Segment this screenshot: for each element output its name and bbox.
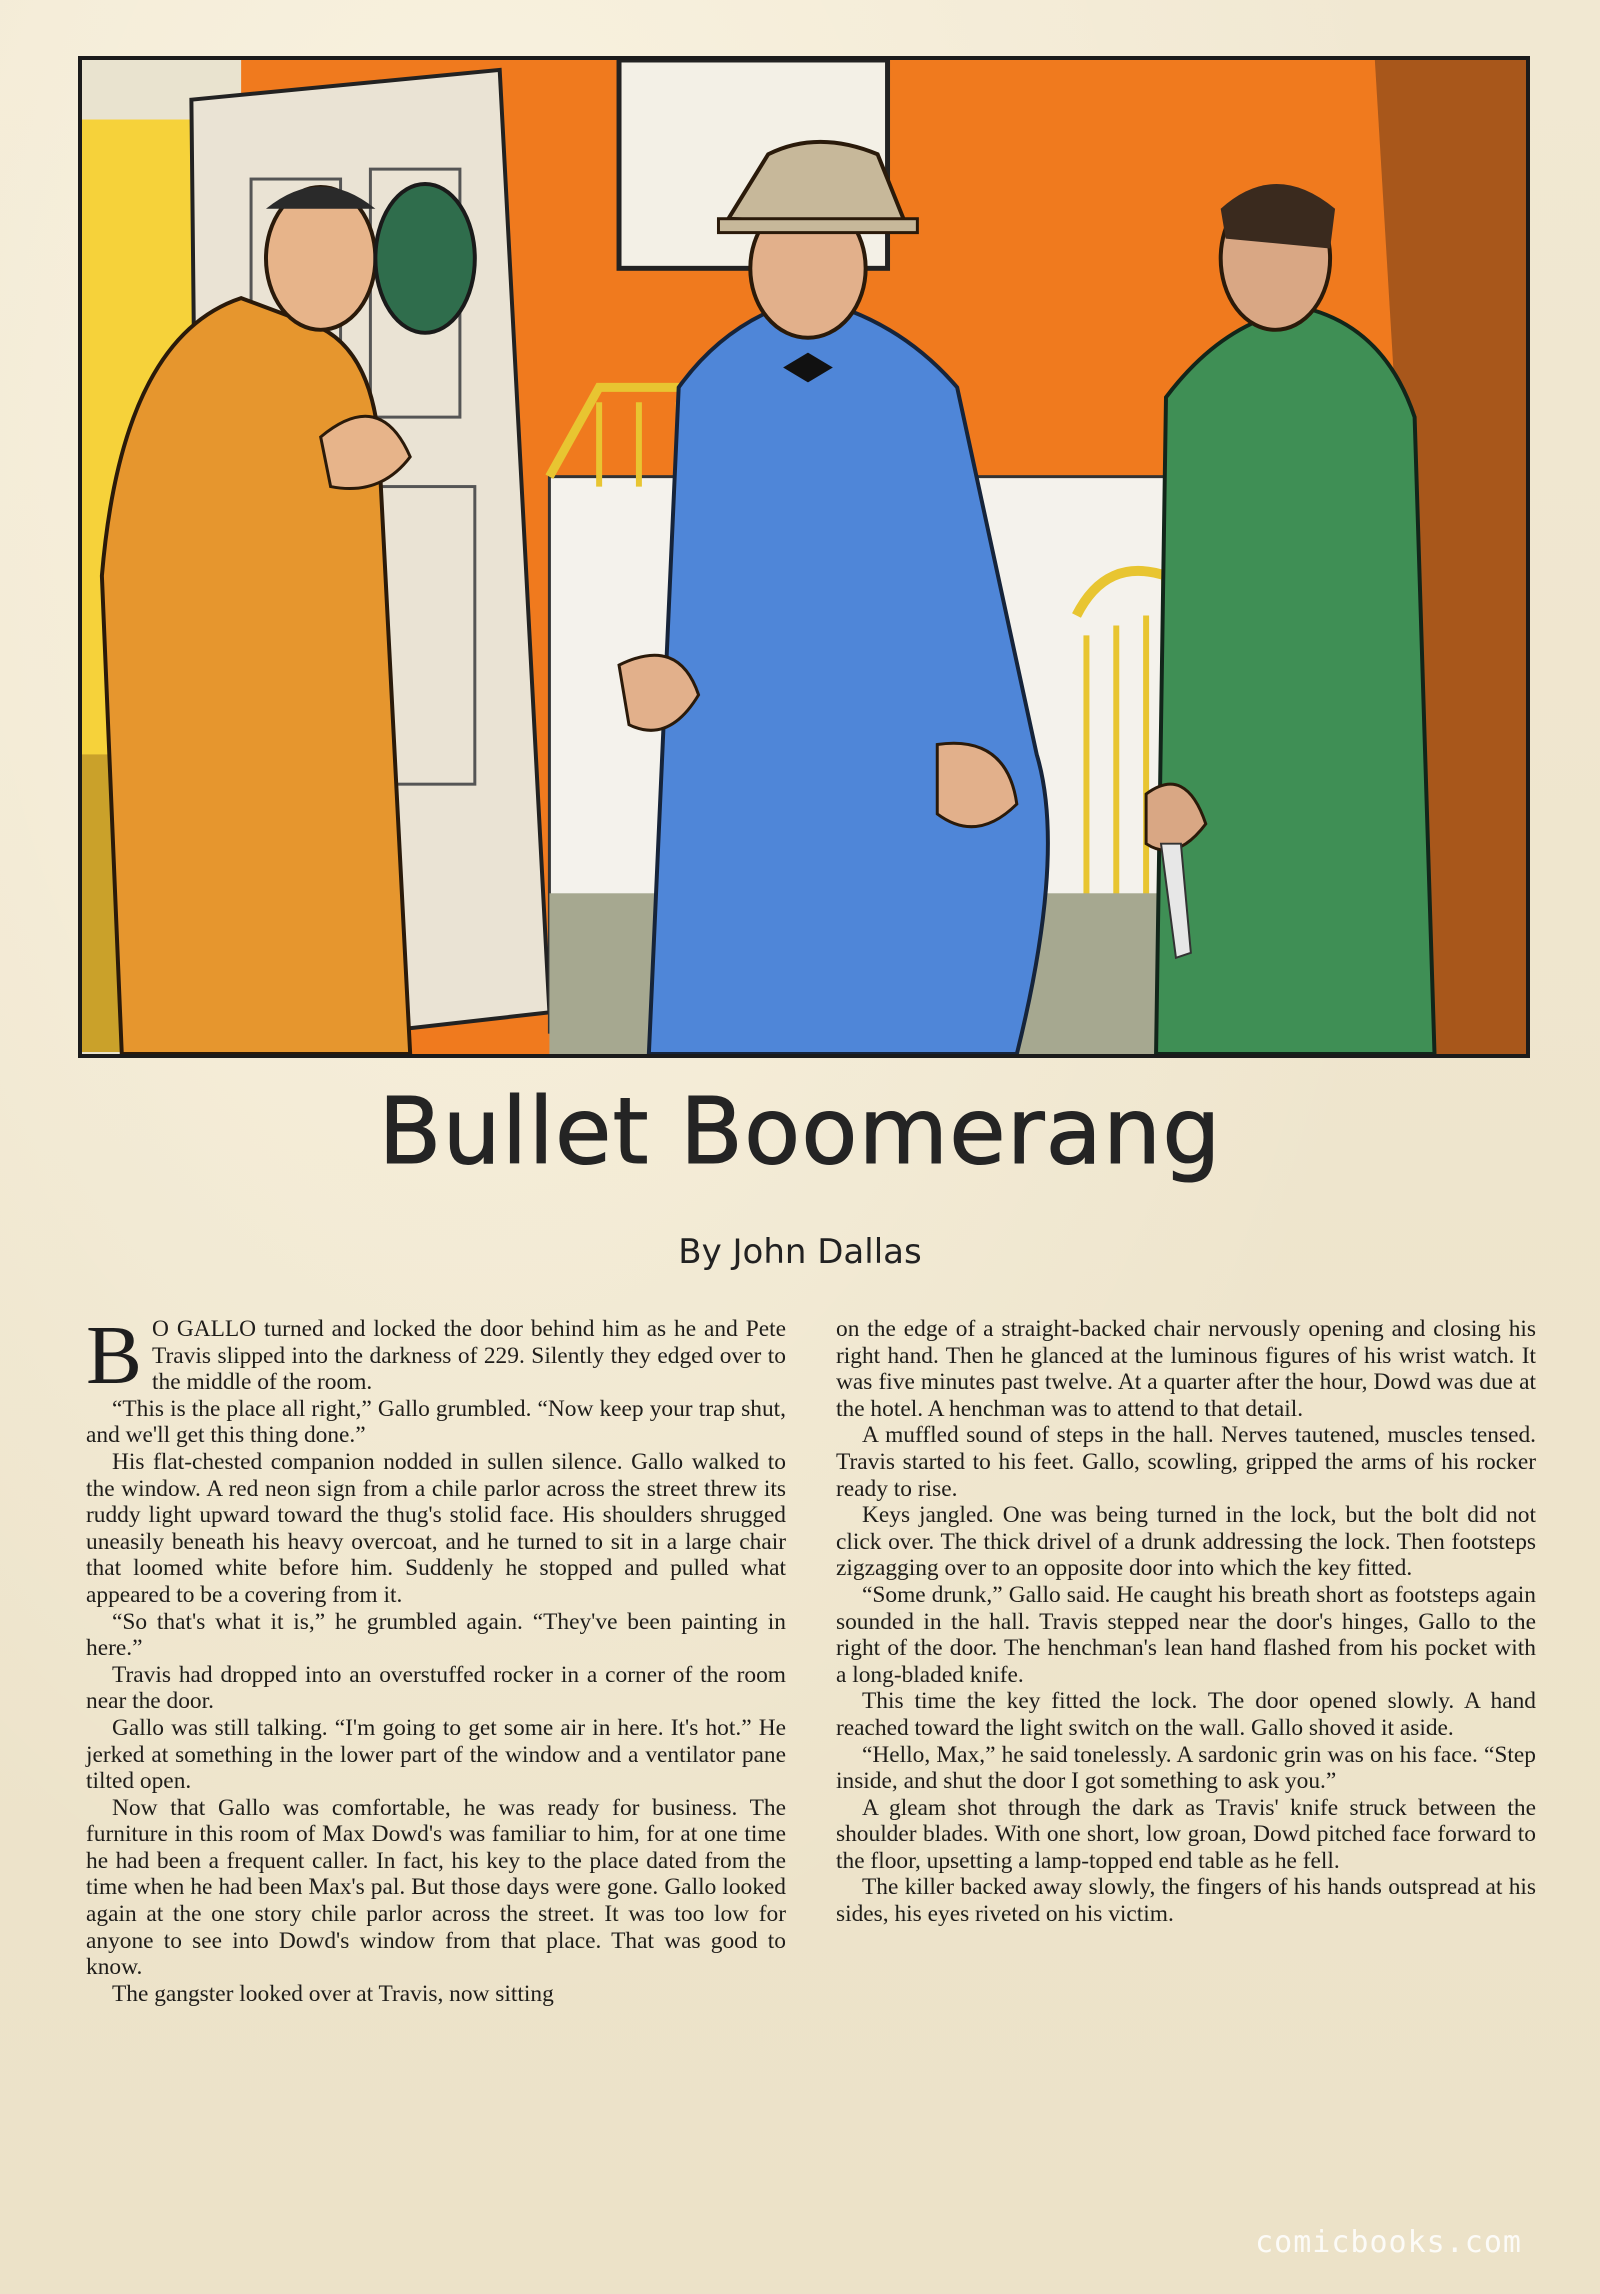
- article-body: [86, 1309, 1536, 2216]
- paragraph: “So that's what it is,” he grumbled again. “They've been painting in here.”: [86, 1608, 786, 1662]
- paragraph: A muffled sound of steps in the hall. Nerves tautened, muscles tensed. Travis started to his feet. Gallo, scowling, gripped the arms of his rocker ready to rise.: [836, 1422, 1536, 1502]
- paragraph: Gallo was still talking. “I'm going to get some air in here. It's hot.” He jerked at something in the lower part of the window and a ventilator pane tilted open.: [86, 1714, 786, 1795]
- paragraph: The gangster looked over at Travis, now sitting: [112, 1980, 554, 2007]
- paragraph: [86, 1309, 786, 1402]
- paragraph: Keys jangled. One was being turned in the lock, but the bolt did not click over. The thick drivel of a drunk addressing the lock. Then footsteps zigzagging over to an opposite door into which the key fitted.: [836, 1502, 1536, 1582]
- left-column: [86, 1309, 786, 2216]
- paragraph: Travis had dropped into an overstuffed rocker in a corner of the room near the door.: [86, 1661, 786, 1715]
- paragraph-text: O GALLO turned and locked the door behind him as he and Pete Travis slipped into the darkness of 229. Silently they edged over to the middle of the room.: [152, 1316, 786, 1396]
- paragraph: This time the key fitted the lock. The door opened slowly. A hand reached toward the light switch on the wall. Gallo shoved it aside.: [836, 1688, 1536, 1741]
- paragraph: on the edge of a straight-backed chair nervously opening and closing his right hand. Then he glanced at the luminous figures of his wrist watch. It was five minutes past twelve. At a quarter after the hour, Dowd was due at the hotel. A henchman was to attend to that detail.: [836, 1316, 1536, 1422]
- site-watermark: comicbooks.com: [1255, 2225, 1522, 2260]
- comic-panel-illustration-icon: [82, 60, 1526, 1054]
- paragraph: A gleam shot through the dark as Travis' knife struck between the shoulder blades. With one short, low groan, Dowd pitched face forward to the floor, upsetting a lamp-topped end table as he fell.: [836, 1794, 1536, 1874]
- paragraph: “This is the place all right,” Gallo grumbled. “Now keep your trap shut, and we'll get this thing done.”: [86, 1395, 786, 1449]
- drop-cap: B: [86, 1309, 143, 1402]
- paragraph: The killer backed away slowly, the fingers of his hands outspread at his sides, his eyes riveted on his victim.: [836, 1874, 1536, 1928]
- story-illustration: [78, 56, 1530, 1058]
- paragraph: His flat-chested companion nodded in sullen silence. Gallo walked to the window. A red neon sign from a chile parlor across the street threw its ruddy light upward toward the thug's stolid face. His shoulders shrugged uneasily beneath his heavy overcoat, and he turned to sit in a large chair that loomed white before him. Suddenly he stopped and pulled what appeared to be a covering from it.: [86, 1448, 786, 1608]
- paragraph: “Hello, Max,” he said tonelessly. A sardonic grin was on his face. “Step inside, and shut the door I got something to ask you.”: [836, 1741, 1536, 1795]
- story-title: Bullet Boomerang: [378, 1078, 1222, 1185]
- story-byline: By John Dallas: [678, 1232, 922, 1272]
- paragraph: “Some drunk,” Gallo said. He caught his breath short as footsteps again sounded in the hall. Travis stepped near the door's hinges, Gallo to the right of the door. The henchman's lean hand flashed from his pocket with a long-bladed knife.: [836, 1581, 1536, 1688]
- paragraph: Now that Gallo was comfortable, he was ready for business. The furniture in this room of Max Dowd's was familiar to him, for at one time he had been a frequent caller. In fact, his key to the place dated from the time when he had been Max's pal. But those days were gone. Gallo looked again at the one story chile parlor across the street. It was too low for anyone to see into Dowd's window from that place. That was good to know.: [86, 1794, 786, 1981]
- right-column: [836, 1316, 1536, 2216]
